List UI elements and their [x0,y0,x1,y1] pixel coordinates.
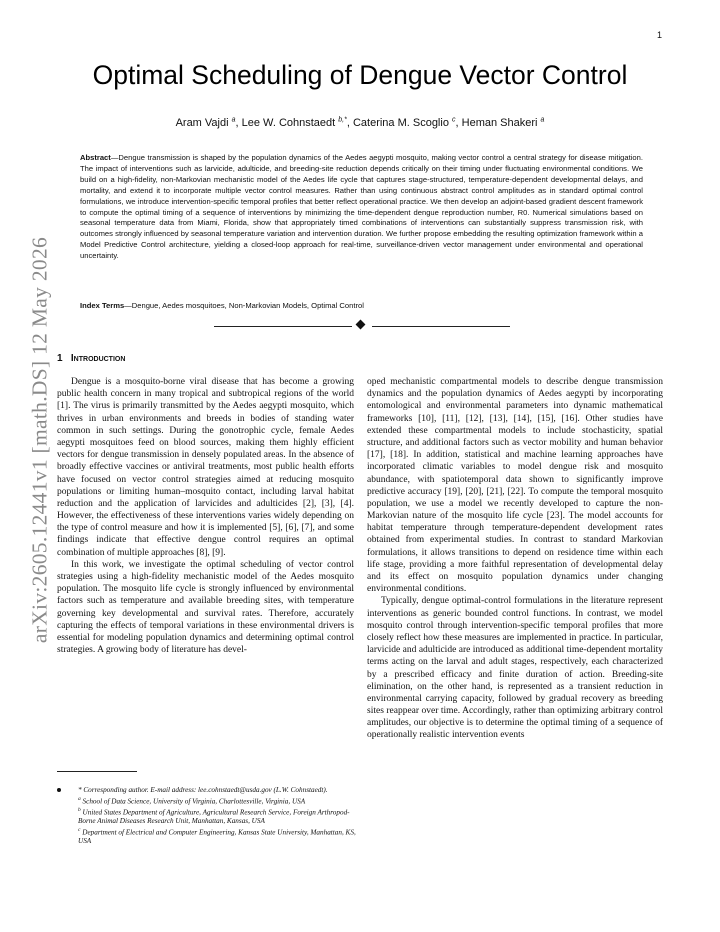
section-number: 1 [57,353,63,364]
paragraph: Typically, dengue optimal-control formulations in the literature represent interventions as generic bounded control functions. In contrast, we model mosquito control through intervention-specific temporal profiles that more closely reflect how these measures are implemented in practice. In particular, larvicide and adulticide are introduced as additional time-dependent mortality terms acting on the larval and adult stages, respectively, each characterized by a prescribed efficacy and finite duration of action. Breeding-site elimination, on the other hand, is represented as a transient reduction in environmental carrying capacity, followed by gradual recovery as breeding sites reappear over time. Accordingly, rather than optimizing arbitrary control amplitudes, our objective is to determine the optimal timing of a sequence of operationally realistic intervention events [367,596,663,741]
section-title: Introduction [70,353,126,364]
paragraph: Dengue is a mosquito-borne viral disease that has become a growing public health concern in many tropical and subtropical regions of the world [1]. The virus is primarily transmitted by the Aedes aegypti mosquito, which thrives in urban environments and breeds in bodies of standing water common in such settings. During the gonotrophic cycle, female Aedes aegypti mosquitoes feed on blood sources, making them highly efficient vectors for dengue transmission in densely populated areas. In the absence of broadly effective vaccines or antiviral treatments, most public health efforts have focused on vector control strategies aimed at reducing mosquito populations or limiting human–mosquito contact, including larval habitat reduction and the application of larvicides and adulticides [2], [3], [4]. However, the effectiveness of these interventions varies widely depending on the type of control measure and how it is implemented [5], [6], [7], and some findings indicate that effective dengue control requires an optimal combination of multiple approaches [8], [9]. [57,377,354,558]
author: Caterina M. Scoglio $^c$, [352,116,462,129]
index-terms [80,301,643,310]
footnotes [57,786,357,846]
footnote-corresponding: * Corresponding author. E-mail address: lee.cohnstaedt@usda.gov (L.W. Cohnstaedt). [78,786,328,794]
footnote-affiliation: $^a$ School of Data Science, University of Virginia, Charlottesville, Virginia, USA [78,795,306,806]
footnote-affiliation: $^c$ Department of Electrical and Computer Engineering, Kansas State University, Manhattan, KS, USA [78,826,356,846]
paper-title: Optimal Scheduling of Dengue Vector Control [92,60,628,90]
affiliation-mark: a [540,116,545,123]
author: Aram Vajdi $^a$, [175,116,242,129]
abstract [80,153,643,262]
bullet-icon [57,788,61,792]
footnote-rule [57,771,137,772]
index-terms-label: Index Terms [80,301,125,310]
author: Lee W. Cohnstaedt $^{b,*}$, [241,116,353,129]
section-divider [214,320,510,332]
affiliation-mark: b,* [338,116,347,123]
paragraph: oped mechanistic compartmental models to describe dengue transmission dynamics and the population dynamics of Aedes aegypti by incorporating entomological and environmental parameters into dynamic mathematical frameworks [10], [11], [12], [13], [14], [15], [16]. Other studies have extended these compartmental models to include stochasticity, spatial structure, and additional factors such as vector mobility and human behavior [17], [18]. In addition, statistical and machine learning approaches have incorporated climatic variables to model dengue risk and mosquito abundance, with spatiotemporal data shown to significantly improve predictive accuracy [19], [20], [21], [22]. To compute the temporal mosquito population, we use a model we recently developed to capture the non-Markovian nature of the mosquito life cycle [23]. The model accounts for habitat temperature through temperature-dependent development rates obtained from experimental studies. In contrast to standard Markovian formulations, it allows transitions to depend on residence time within each life stage, providing a more faithful representation of developmental delay and its effect on mosquito population dynamics under changing environmental conditions. [367,377,663,595]
arxiv-identifier: arXiv:2605.12441v1 [math.DS] 12 May 2026 [27,236,52,644]
body-column-left [57,376,354,656]
abstract-text: —Dengue transmission is shaped by the population dynamics of the Aedes aegypti mosquito, making vector control a central strategy for disease mitigation. The impact of interventions such as larvicide, adulticide, and breeding-site reduction depends critically on their timing under fluctuating environmental conditions. We build on a high-fidelity, non-Markovian mechanistic model of the Aedes life cycle that captures stage-structured, temperature-dependent developmental delays, and mortality, and extend it to incorporate multiple vector control measures. Rather than using continuous abstract control amplitudes as in standard optimal control formulations, we introduce intervention-specific temporal profiles that better reflect operational practice. We then develop an adjoint-based gradient descent framework to compute the optimal timing of a sequence of interventions by minimizing the time-dependent dengue reproduction number, R0. Numerical simulations based on seasonal temperature data from Miami, Florida, show that appropriately timed combinations of interventions can substantially suppress transmission risk, with outcomes strongly influenced by seasonal temperature variation and intervention duration. We further propose embedding the resulting optimization framework within a Model Predictive Control architecture, yielding a closed-loop approach for real-time, surveillance-driven vector management under environmental and operational uncertainty. [80,153,643,261]
author-list [0,116,720,129]
paragraph: In this work, we investigate the optimal scheduling of vector control strategies using a high-fidelity mechanistic model of the Aedes mosquito population. The mosquito life cycle is strongly influenced by environmental factors such as temperature and available breeding sites, with temperature governing key developmental and survival rates. Therefore, accurately capturing the effects of temporal variations in these environmental drivers is essential for modeling population dynamics and determining optimal control strategies. A growing body of literature has devel- [57,559,354,656]
affiliation-mark: a [231,116,236,123]
author: Heman Shakeri $^a$ [461,116,545,129]
abstract-label: Abstract [80,153,111,162]
body-column-right [367,376,663,742]
section-heading [57,353,125,364]
page-number: 1 [656,30,662,40]
affiliation-mark: c [452,116,456,123]
diamond-icon [356,320,366,330]
footnote-affiliation: $^b$ United States Department of Agriculture, Agricultural Research Service, Foreign Arthropod-Borne Animal Diseases Research Unit, Manhattan, Kansas, USA [78,806,350,826]
index-terms-text: —Dengue, Aedes mosquitoes, Non-Markovian Models, Optimal Control [124,301,364,310]
